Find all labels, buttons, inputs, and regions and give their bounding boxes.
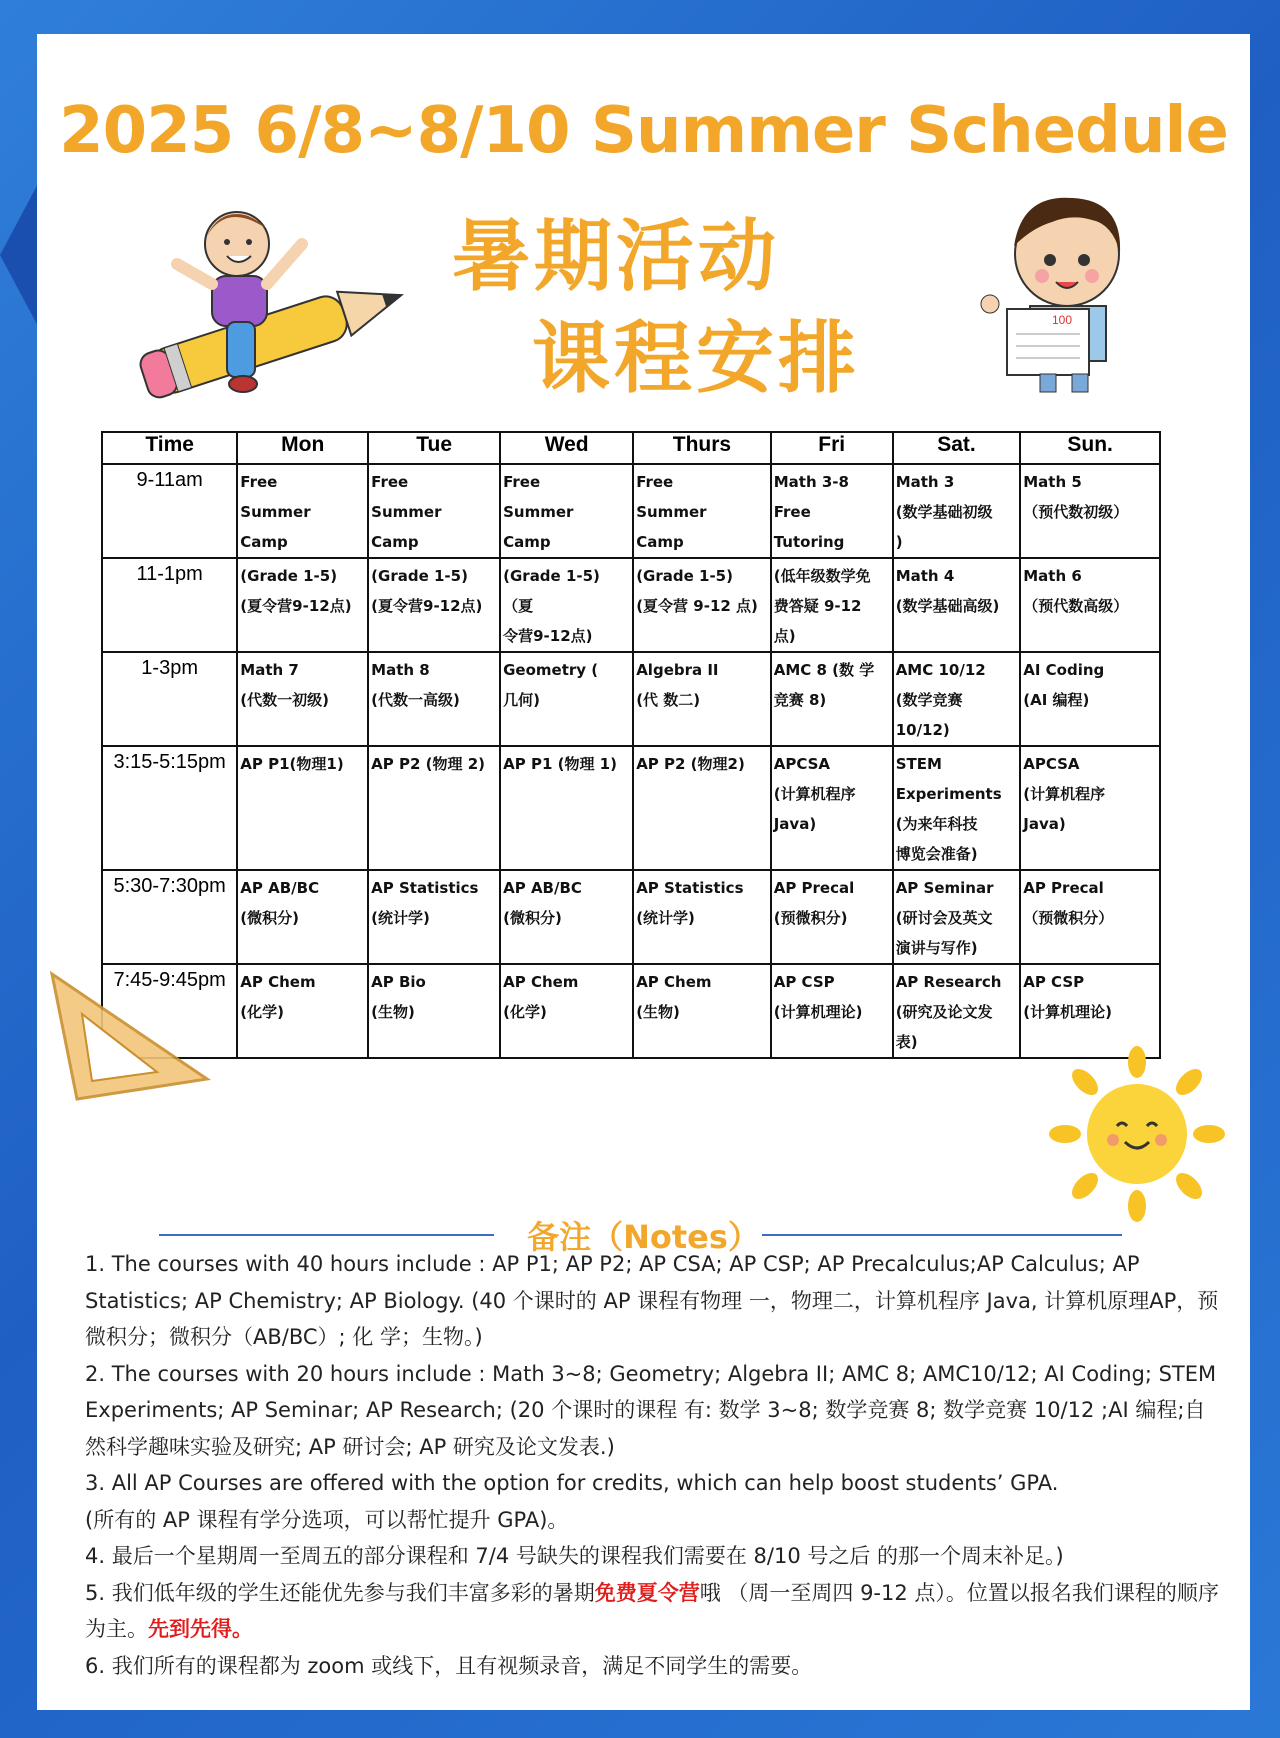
course-cell: [633, 964, 771, 1058]
course-cell-line: Experiments: [895, 785, 1002, 803]
course-cell-line: Free: [240, 473, 278, 491]
title-chinese-line2: 课程安排: [532, 314, 861, 404]
svg-text:100: 100: [1052, 313, 1073, 327]
course-cell: [500, 558, 633, 652]
course-cell-line: Free: [503, 473, 541, 491]
course-cell-line: Camp: [636, 533, 684, 551]
course-cell-line: (统计学): [371, 909, 430, 927]
course-cell-line: (研讨会及英文: [895, 909, 993, 927]
course-cell-line: 竞赛 8): [773, 691, 827, 709]
course-cell-line: (计算机程序: [773, 785, 856, 803]
course-cell-line: AP CSP: [1023, 973, 1085, 991]
course-cell: [893, 746, 1021, 870]
course-cell-line: Math 4: [895, 567, 955, 585]
course-cell: [633, 652, 771, 746]
course-cell: [771, 964, 893, 1058]
course-cell-line: AP Chem: [240, 973, 316, 991]
course-cell-line: 几何): [503, 691, 540, 709]
course-cell: [237, 870, 368, 964]
table-row: [102, 870, 1160, 964]
table-row: [102, 964, 1160, 1058]
time-slot: 3:15-5:15pm: [102, 746, 237, 870]
course-cell: [1020, 870, 1160, 964]
course-cell-line: Camp: [503, 533, 551, 551]
column-header: Sat.: [893, 432, 1021, 464]
course-cell: [893, 464, 1021, 558]
course-cell-line: (为来年科技: [895, 815, 978, 833]
course-cell: [500, 964, 633, 1058]
course-cell-line: (化学): [503, 1003, 547, 1021]
course-cell-line: Geometry (: [503, 661, 599, 679]
course-cell-line: AP Statistics: [636, 879, 744, 897]
course-cell: [1020, 746, 1160, 870]
course-cell-line: APCSA: [1023, 755, 1080, 773]
title-chinese-line1: 暑期活动: [452, 212, 781, 302]
course-cell-line: AP AB/BC: [503, 879, 582, 897]
course-cell: [368, 746, 500, 870]
notes-title: 备注（Notes）: [527, 1218, 760, 1256]
course-cell-line: AMC 10/12: [895, 661, 986, 679]
course-cell: [893, 558, 1021, 652]
note-5: [85, 1575, 1225, 1648]
course-cell-line: AP Statistics: [371, 879, 479, 897]
course-cell: [1020, 558, 1160, 652]
notes-list: [85, 1246, 1225, 1684]
course-cell-line: （预代数初级）: [1023, 503, 1129, 521]
course-cell-line: (数学基础高级): [895, 597, 1000, 615]
course-cell-line: AP Chem: [636, 973, 712, 991]
course-cell: [1020, 652, 1160, 746]
course-cell-line: 费答疑 9-12: [773, 597, 862, 615]
time-slot: 1-3pm: [102, 652, 237, 746]
course-cell-line: (代数一高级): [371, 691, 460, 709]
table-row: [102, 464, 1160, 558]
course-cell-line: Math 3: [895, 473, 955, 491]
course-cell: [633, 558, 771, 652]
course-cell-line: Free: [371, 473, 409, 491]
column-header: Mon: [237, 432, 368, 464]
column-header: Thurs: [633, 432, 771, 464]
course-cell-line: Summer: [240, 503, 311, 521]
note-2: 2. The courses with 20 hours include : Math 3~8; Geometry; Algebra II; AMC 8; AMC10/12; AI Coding; STEM Experiments; AP Seminar; AP Research; (20 个课时的课程 有: 数学 3~8; 数学竞赛 8; 数学竞赛 10/12 ;AI 编程;自然科学趣味实验及研究; AP 研讨会; AP 研究及论文发表.): [85, 1361, 1217, 1459]
course-cell-line: AP Chem: [503, 973, 579, 991]
course-cell-line: (计算机程序: [1023, 785, 1106, 803]
course-cell-line: Algebra II: [636, 661, 719, 679]
triangle-ruler-illustration: [47, 969, 217, 1104]
course-cell: [633, 464, 771, 558]
course-cell-line: (Grade 1-5): [240, 567, 338, 585]
course-cell: [771, 464, 893, 558]
note-6: 6. 我们所有的课程都为 zoom 或线下，且有视频录音，满足不同学生的需要。: [85, 1653, 813, 1678]
course-cell-line: AP P1 (物理 1): [503, 755, 617, 773]
course-cell-line: Math 8: [371, 661, 430, 679]
column-header: Time: [102, 432, 237, 464]
time-slot: 9-11am: [102, 464, 237, 558]
course-cell: [1020, 464, 1160, 558]
schedule-table: [101, 431, 1161, 1059]
course-cell-line: (微积分): [240, 909, 300, 927]
table-header-row: [102, 432, 1160, 464]
course-cell-line: (生物): [371, 1003, 415, 1021]
course-cell-line: Math 3-8: [773, 473, 849, 491]
course-cell: [368, 652, 500, 746]
column-header: Tue: [368, 432, 500, 464]
boy-on-pencil-illustration: [117, 184, 427, 414]
course-cell: [500, 652, 633, 746]
course-cell-line: (低年级数学免: [773, 567, 871, 585]
course-cell-line: (统计学): [636, 909, 695, 927]
course-cell-line: AP P2 (物理2): [636, 755, 745, 773]
time-slot: 11-1pm: [102, 558, 237, 652]
course-cell-line: Camp: [371, 533, 419, 551]
course-cell: [368, 870, 500, 964]
course-cell-line: （预代数高级）: [1023, 597, 1129, 615]
course-cell-line: (代 数二): [636, 691, 701, 709]
course-cell-line: Java): [1023, 815, 1066, 833]
course-cell: [633, 870, 771, 964]
course-cell: [633, 746, 771, 870]
course-cell-line: (计算机理论): [1023, 1003, 1112, 1021]
course-cell-line: (代数一初级): [240, 691, 330, 709]
course-cell-line: (夏令营 9-12 点): [636, 597, 758, 615]
course-cell-line: (Grade 1-5) （夏: [503, 567, 600, 615]
decorative-shape: [0, 180, 40, 330]
course-cell-line: (夏令营9-12点): [371, 597, 483, 615]
course-cell: [237, 464, 368, 558]
course-cell-line: AP P1(物理1): [240, 755, 344, 773]
note-3: 3. All AP Courses are offered with the option for credits, which can help boost students’ GPA.: [85, 1471, 1059, 1495]
course-cell-line: AP AB/BC: [240, 879, 320, 897]
note-5-text-b: 哦 （周一至周四 9-12 点）。位置以报名我们课程的顺序为主。: [85, 1580, 1219, 1641]
table-row: [102, 558, 1160, 652]
course-cell-line: (Grade 1-5): [636, 567, 733, 585]
course-cell-line: 表): [895, 1033, 918, 1051]
course-cell-line: Camp: [240, 533, 288, 551]
course-cell: [500, 464, 633, 558]
course-cell: [237, 964, 368, 1058]
course-cell-line: AP CSP: [773, 973, 835, 991]
smiling-sun-illustration: [1047, 1044, 1227, 1224]
course-cell-line: Free: [636, 473, 674, 491]
poster-card: [37, 34, 1250, 1710]
time-slot: 5:30-7:30pm: [102, 870, 237, 964]
course-cell-line: Math 6: [1023, 567, 1082, 585]
course-cell-line: (AI 编程): [1023, 691, 1090, 709]
course-cell: [893, 652, 1021, 746]
course-cell-line: 令营9-12点): [503, 627, 593, 645]
course-cell-line: AI Coding: [1023, 661, 1105, 679]
course-cell-line: AP Seminar: [895, 879, 994, 897]
course-cell-line: Tutoring: [773, 533, 845, 551]
boy-with-test-paper-illustration: [972, 184, 1162, 399]
course-cell-line: AP P2 (物理 2): [371, 755, 486, 773]
course-cell-line: 演讲与写作): [895, 939, 978, 957]
course-cell: [500, 870, 633, 964]
course-cell-line: （预微积分）: [1023, 909, 1114, 927]
course-cell: [771, 558, 893, 652]
note-4: 4. 最后一个星期周一至周五的部分课程和 7/4 号缺失的课程我们需要在 8/10 号之后 的那一个周末补足。): [85, 1544, 1064, 1568]
course-cell-line: Summer: [503, 503, 574, 521]
column-header: Sun.: [1020, 432, 1160, 464]
course-cell-line: AMC 8 (数 学: [773, 661, 875, 679]
table-row: [102, 746, 1160, 870]
course-cell-line: AP Precal: [1023, 879, 1104, 897]
course-cell-line: Java): [773, 815, 817, 833]
column-header: Wed: [500, 432, 633, 464]
course-cell: [368, 464, 500, 558]
note-3-chinese: (所有的 AP 课程有学分选项，可以帮忙提升 GPA)。: [85, 1507, 569, 1532]
course-cell-line: APCSA: [773, 755, 831, 773]
course-cell: [771, 746, 893, 870]
course-cell-line: (生物): [636, 1003, 680, 1021]
course-cell: [500, 746, 633, 870]
note-5-highlight-free-camp: 免费夏令营: [594, 1580, 700, 1605]
course-cell-line: ): [895, 533, 903, 551]
course-cell-line: (预微积分): [773, 909, 848, 927]
course-cell-line: AP Bio: [371, 973, 426, 991]
table-row: [102, 652, 1160, 746]
course-cell: [771, 652, 893, 746]
course-cell-line: (夏令营9-12点): [240, 597, 352, 615]
course-cell-line: Free: [773, 503, 811, 521]
time-slot: 7:45-9:45pm: [102, 964, 237, 1058]
note-5-highlight-first-come: 先到先得。: [148, 1617, 253, 1641]
course-cell-line: (数学竞赛: [895, 691, 963, 709]
course-cell: [237, 746, 368, 870]
course-cell: [771, 870, 893, 964]
course-cell: [368, 964, 500, 1058]
course-cell-line: (计算机理论): [773, 1003, 863, 1021]
course-cell-line: Summer: [636, 503, 707, 521]
course-cell-line: Math 5: [1023, 473, 1082, 491]
course-cell-line: 10/12): [895, 721, 950, 739]
note-5-text-a: 5. 我们低年级的学生还能优先参与我们丰富多彩的暑期: [85, 1580, 595, 1605]
course-cell-line: 博览会准备): [895, 845, 978, 863]
course-cell: [368, 558, 500, 652]
course-cell-line: AP Research: [895, 973, 1002, 991]
course-cell-line: AP Precal: [773, 879, 855, 897]
course-cell-line: (化学): [240, 1003, 285, 1021]
course-cell-line: (Grade 1-5): [371, 567, 468, 585]
course-cell-line: STEM: [895, 755, 942, 773]
course-cell-line: Math 7: [240, 661, 299, 679]
course-cell: [893, 964, 1021, 1058]
note-1: 1. The courses with 40 hours include : AP P1; AP P2; AP CSA; AP CSP; AP Precalculus;AP Calculus; AP Statistics; AP Chemistry; AP Biology. (40 个课时的 AP 课程有物理 一，物理二，计算机程序 Java, 计算机原理AP，预微积分；微积分（AB/BC）; 化 学；生物。): [85, 1252, 1219, 1349]
course-cell-line: (微积分): [503, 909, 562, 927]
course-cell: [893, 870, 1021, 964]
course-cell-line: (数学基础初级: [895, 503, 993, 521]
column-header: Fri: [771, 432, 893, 464]
title-english: 2025 6/8~8/10 Summer Schedule: [59, 94, 1228, 168]
course-cell-line: Summer: [371, 503, 442, 521]
course-cell-line: 点): [773, 627, 796, 645]
course-cell: [237, 558, 368, 652]
course-cell: [237, 652, 368, 746]
course-cell-line: (研究及论文发: [895, 1003, 993, 1021]
